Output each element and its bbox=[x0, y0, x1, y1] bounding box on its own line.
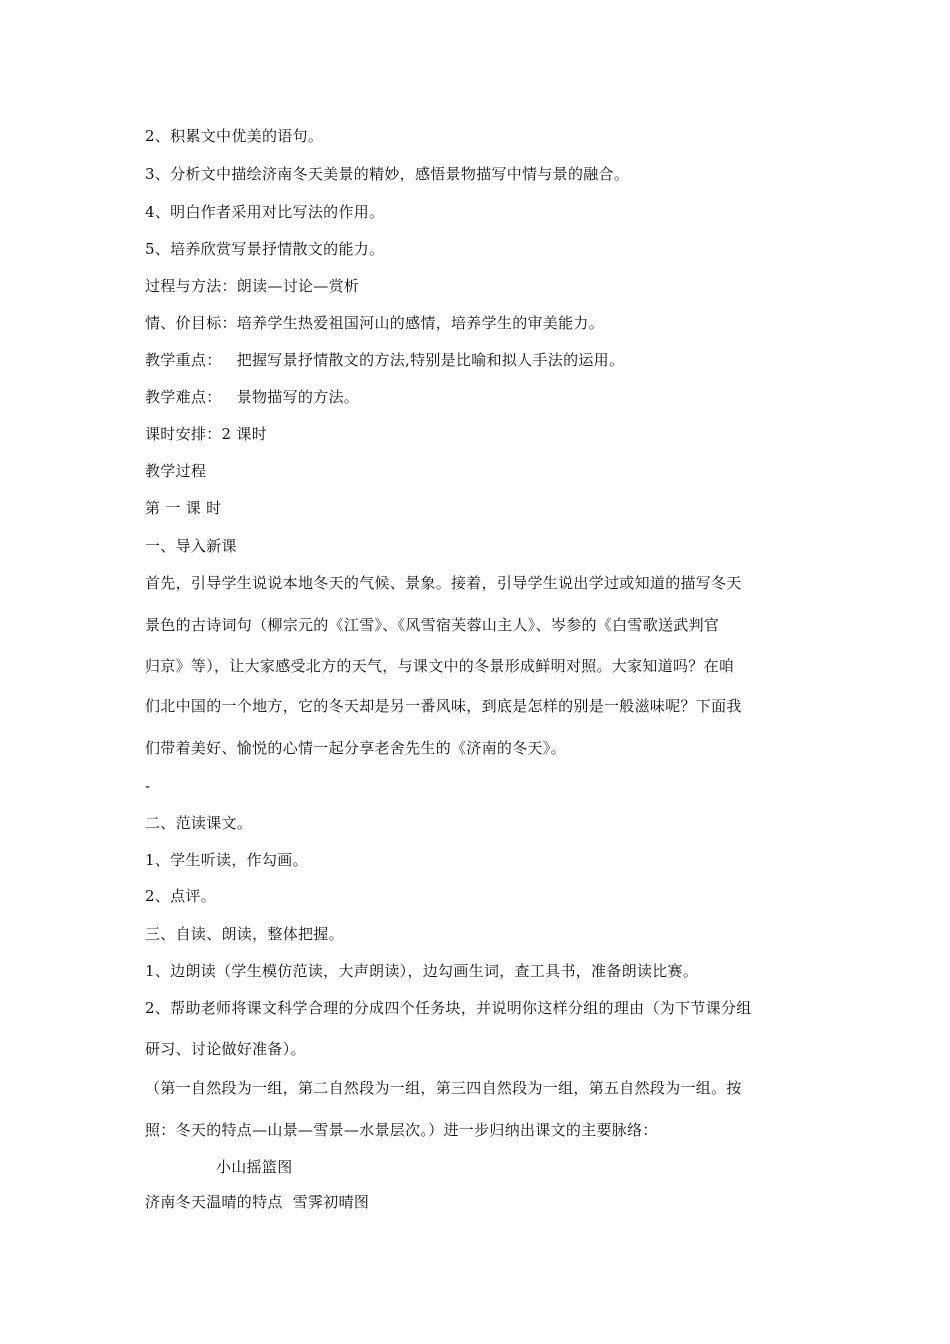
text-line: 4、明白作者采用对比写法的作用。 bbox=[145, 203, 385, 221]
text-line: 们带着美好、愉悦的心情一起分享老舍先生的《济南的冬天》。 bbox=[145, 739, 566, 757]
text-line: 2、积累文中优美的语句。 bbox=[145, 127, 324, 145]
text-line: 教学难点： 景物描写的方法。 bbox=[145, 388, 360, 406]
text-line: 1、学生听读，作勾画。 bbox=[145, 851, 308, 869]
section-heading: 教学过程 bbox=[145, 462, 207, 480]
diagram-left-label: 济南冬天温晴的特点 bbox=[145, 1193, 283, 1211]
text-line: 1、边朗读（学生模仿范读，大声朗读），边勾画生词，查工具书，准备朗读比赛。 bbox=[145, 962, 699, 980]
section-heading: 一、导入新课 bbox=[145, 537, 237, 555]
text-line: 研习、讨论做好准备）。 bbox=[145, 1040, 306, 1058]
text-line: 照：冬天的特点—山景—雪景—水景层次。）进一步归纳出课文的主要脉络： bbox=[145, 1121, 658, 1139]
text-line: 2、帮助老师将课文科学合理的分成四个任务块，并说明你这样分组的理由（为下节课分组 bbox=[145, 999, 752, 1017]
text-line: 景色的古诗词句（柳宗元的《江雪》、《风雪宿芙蓉山主人》、岑参的《白雪歌送武判官 bbox=[145, 616, 720, 634]
text-line: 5、培养欣赏写景抒情散文的能力。 bbox=[145, 240, 385, 258]
text-line: 首先，引导学生说说本地冬天的气候、景象。接着，引导学生说出学过或知道的描写冬天 bbox=[145, 574, 742, 592]
diagram-right-item: 雪霁初晴图 bbox=[292, 1193, 370, 1211]
text-line: 情、价目标：培养学生热爱祖国河山的感情，培养学生的审美能力。 bbox=[145, 314, 605, 332]
text-line: （第一自然段为一组，第二自然段为一组，第三四自然段为一组，第五自然段为一组。按 bbox=[145, 1079, 742, 1097]
section-heading: 三、自读、朗读，整体把握。 bbox=[145, 925, 344, 943]
text-line: 课时安排：2 课时 bbox=[145, 425, 268, 443]
text-line: 3、分析文中描绘济南冬天美景的精妙，感悟景物描写中情与景的融合。 bbox=[145, 165, 630, 183]
text-line: 过程与方法：朗读—讨论—赏析 bbox=[145, 277, 360, 295]
diagram-row bbox=[145, 1192, 369, 1212]
separator-mark: - bbox=[145, 777, 151, 795]
diagram-top-item: 小山摇篮图 bbox=[216, 1158, 293, 1176]
section-heading: 二、范读课文。 bbox=[145, 814, 253, 832]
text-line: 教学重点： 把握写景抒情散文的方法,特别是比喻和拟人手法的运用。 bbox=[145, 351, 625, 369]
section-heading: 第 一 课 时 bbox=[145, 499, 222, 517]
text-line: 2、点评。 bbox=[145, 887, 217, 905]
text-line: 归京》等），让大家感受北方的天气，与课文中的冬景形成鲜明对照。大家知道吗？在咱 bbox=[145, 657, 735, 675]
text-line: 们北中国的一个地方，它的冬天却是另一番风味，到底是怎样的别是一般滋味呢？下面我 bbox=[145, 697, 742, 715]
